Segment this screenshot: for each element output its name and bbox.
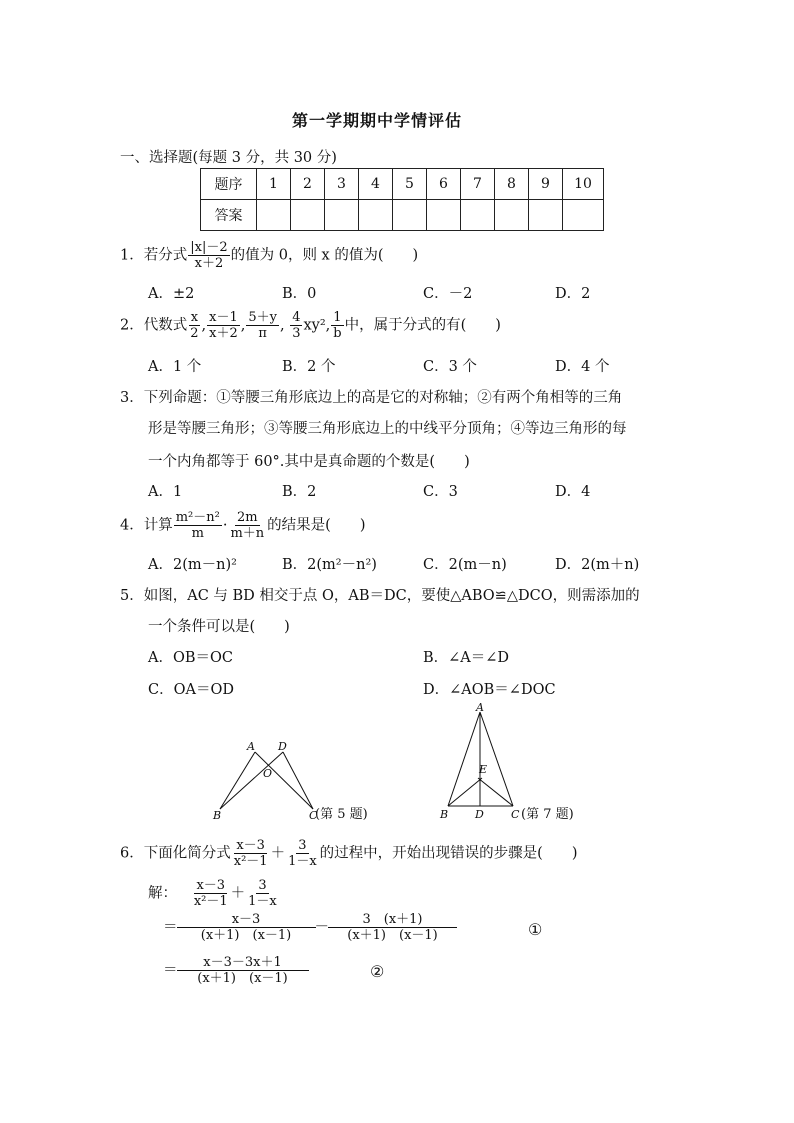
fraction: [286, 838, 319, 869]
segment-db: [220, 752, 283, 809]
question-text: 2．代数式: [120, 317, 188, 334]
option-b[interactable]: B．∠A＝∠D: [423, 650, 510, 666]
option-a[interactable]: A．±2: [148, 286, 195, 302]
math-operator: ＋: [230, 885, 246, 902]
option-c[interactable]: C．3: [423, 484, 458, 500]
option-b[interactable]: B．0: [282, 286, 317, 302]
table-row: [201, 169, 604, 200]
segment-dc: [283, 752, 313, 809]
denominator: 1－x: [288, 854, 317, 869]
math-operator: －: [314, 919, 329, 936]
solution-line-1: [163, 912, 456, 943]
numerator: 2m: [237, 510, 258, 525]
option-c[interactable]: C．OA＝OD: [148, 682, 234, 698]
point-label: B: [440, 808, 449, 821]
fraction: [232, 838, 270, 869]
table-cell: 8: [495, 169, 529, 200]
numerator: 5＋y: [248, 310, 277, 325]
numerator: 3 (x＋1): [328, 912, 457, 928]
option-c[interactable]: C．3 个: [423, 359, 477, 375]
table-cell: 4: [359, 169, 393, 200]
answer-cell[interactable]: [325, 200, 359, 231]
denominator: (x＋1) (x－1): [347, 928, 438, 943]
question-3-line-1: 3．下列命题：①等腰三角形底边上的高是它的对称轴；②有两个角相等的三角: [120, 390, 623, 406]
question-text: 的结果是( ): [267, 517, 366, 534]
denominator: x＋2: [209, 326, 238, 341]
step-marker-2: ②: [370, 962, 385, 981]
denominator: (x＋1) (x－1): [197, 971, 288, 986]
denominator: 3: [292, 326, 301, 341]
question-text: 4．计算: [120, 517, 173, 534]
table-cell: 7: [461, 169, 495, 200]
fraction: [246, 310, 279, 341]
option-d[interactable]: D．4 个: [555, 359, 610, 375]
question-3-line-3: 一个内角都等于 60°.其中是真命题的个数是( ): [148, 454, 470, 470]
numerator: x: [190, 310, 199, 325]
answer-cell[interactable]: [291, 200, 325, 231]
figure-7: [435, 700, 585, 825]
answer-cell[interactable]: [529, 200, 563, 231]
point-label: D: [278, 740, 287, 753]
question-text: 的值为 0，则 x 的值为( ): [230, 247, 419, 264]
denominator: x²－1: [233, 854, 268, 869]
table-cell: 1: [257, 169, 291, 200]
answer-cell[interactable]: [461, 200, 495, 231]
math-operator: ＝: [163, 962, 178, 979]
numerator: m²－n²: [175, 510, 220, 525]
denominator: m: [191, 526, 204, 541]
fraction: [174, 510, 222, 541]
denominator: x²－1: [193, 894, 228, 909]
table-row-label: 答案: [201, 200, 257, 231]
numerator: 3: [258, 878, 267, 893]
fraction: [330, 912, 455, 943]
math-operator: ＋: [270, 845, 286, 862]
option-d[interactable]: D．2: [555, 286, 591, 302]
denominator: 2: [190, 326, 199, 341]
fraction: [179, 912, 314, 943]
option-a[interactable]: A．1 个: [148, 359, 202, 375]
page-title: 第一学期期中学情评估: [292, 111, 463, 130]
numerator: x－3: [196, 878, 226, 893]
fraction: [207, 310, 240, 341]
table-row-label: 题序: [201, 169, 257, 200]
denominator: 1－x: [248, 894, 277, 909]
point-label: O: [263, 767, 273, 780]
denominator: (x＋1) (x－1): [200, 928, 292, 943]
question-4: [120, 510, 366, 541]
option-d[interactable]: D．4: [555, 484, 591, 500]
table-row: [201, 200, 604, 231]
option-d[interactable]: D．∠AOB＝∠DOC: [423, 682, 556, 698]
segment-ab: [448, 712, 480, 806]
point-label: D: [475, 808, 484, 821]
table-cell: 2: [291, 169, 325, 200]
fraction: [188, 310, 200, 341]
answer-table: [200, 168, 604, 231]
numerator: 4: [292, 310, 301, 325]
option-b[interactable]: B．2: [282, 484, 317, 500]
question-3-line-2: 形是等腰三角形；③等腰三角形底边上的中线平分顶角；④等边三角形的每: [148, 421, 627, 437]
answer-cell[interactable]: [393, 200, 427, 231]
option-b[interactable]: B．2(m²－n²): [282, 557, 377, 573]
fraction: [179, 955, 307, 986]
segment-ac: [480, 712, 513, 806]
question-5-line-1: 5．如图，AC 与 BD 相交于点 O，AB＝DC，要使△ABO≌△DCO，则需添加的: [120, 588, 640, 604]
option-c[interactable]: C．2(m－n): [423, 557, 507, 573]
fraction: [331, 310, 343, 341]
point-label: C: [511, 808, 520, 821]
numerator: 3: [298, 838, 307, 853]
point-label: A: [247, 740, 255, 753]
fraction: [228, 510, 266, 541]
solution-line-2: [163, 955, 308, 986]
table-cell: 5: [393, 169, 427, 200]
option-d[interactable]: D．2(m＋n): [555, 557, 640, 573]
denominator: b: [333, 326, 342, 341]
point-label: B: [213, 809, 222, 822]
numerator: x－1: [209, 310, 238, 325]
figure-caption: (第 7 题): [521, 807, 574, 822]
fraction: [192, 878, 230, 909]
fraction: [246, 878, 279, 909]
question-1: [120, 240, 418, 271]
denominator: π: [258, 326, 267, 341]
point-label: C: [309, 809, 318, 822]
table-cell: 9: [529, 169, 563, 200]
answer-cell[interactable]: [427, 200, 461, 231]
option-a[interactable]: A．2(m－n)²: [148, 557, 237, 573]
option-a[interactable]: A．OB＝OC: [148, 650, 233, 666]
figure-caption: (第 5 题): [315, 807, 368, 822]
point-label: E: [479, 763, 488, 776]
option-b[interactable]: B．2 个: [282, 359, 336, 375]
answer-cell[interactable]: [495, 200, 529, 231]
numerator: x－3－3x＋1: [177, 955, 309, 971]
fraction: [188, 240, 229, 271]
numerator: x－3: [177, 912, 316, 928]
section-heading: 一、选择题(每题 3 分，共 30 分): [120, 150, 337, 166]
step-marker-1: ①: [528, 920, 543, 939]
answer-cell[interactable]: [563, 200, 604, 231]
option-a[interactable]: A．1: [148, 484, 183, 500]
denominator: m＋n: [230, 526, 265, 541]
question-text: 的过程中，开始出现错误的步骤是( ): [319, 845, 578, 862]
question-6: [120, 838, 577, 869]
question-2: 2．代数式 $\frac{x}{2}$ , $\frac{x-1}{x+2}$ , $\frac{5+y}{\pi}$ , $\frac{4}{3}$ xy², $\frac{1}{b}$ 中，属于分式的有( ): [120, 310, 501, 341]
solution-line-0: [148, 878, 280, 909]
option-c[interactable]: C．－2: [423, 286, 473, 302]
question-text: 6．下面化简分式: [120, 845, 231, 862]
denominator: x＋2: [194, 256, 224, 271]
solution-label: 解：: [148, 885, 177, 902]
question-text: 中，属于分式的有( ): [344, 317, 501, 334]
point-label: A: [476, 701, 484, 714]
math-term: xy²: [303, 317, 326, 334]
answer-cell[interactable]: [359, 200, 393, 231]
segment-ac: [255, 752, 313, 809]
fraction: [290, 310, 302, 341]
math-operator: ·: [222, 517, 228, 534]
table-cell: 10: [563, 169, 604, 200]
numerator: x－3: [236, 838, 265, 853]
question-text: 1．若分式: [120, 247, 188, 264]
table-cell: 3: [325, 169, 359, 200]
table-cell: 6: [427, 169, 461, 200]
figure-5: [205, 735, 385, 827]
numerator: |x|－2: [190, 240, 228, 255]
numerator: 1: [333, 310, 342, 325]
answer-cell[interactable]: [257, 200, 291, 231]
segment-ab: [220, 752, 255, 809]
question-5-line-2: 一个条件可以是( ): [148, 619, 290, 635]
math-operator: ＝: [163, 919, 178, 936]
